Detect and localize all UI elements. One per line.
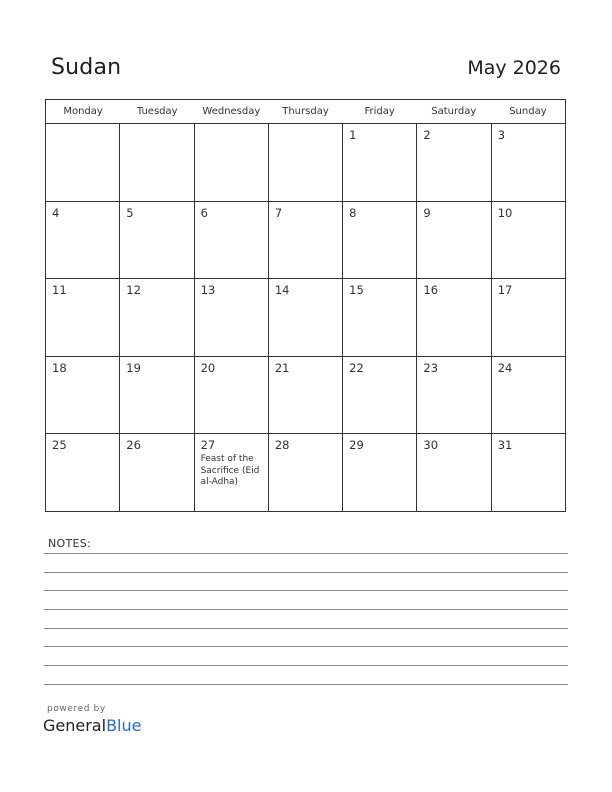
day-cell [417, 124, 491, 201]
day-number: 16 [423, 283, 439, 298]
day-cell [343, 124, 417, 201]
day-number: 31 [497, 438, 513, 453]
weekday-thursday: Thursday [282, 106, 329, 117]
day-cell [269, 279, 343, 356]
calendar-grid [45, 99, 566, 512]
weekday-sunday: Sunday [491, 100, 566, 123]
day-cell [195, 357, 269, 434]
day-number: 20 [200, 360, 216, 375]
day-number: 2 [423, 128, 431, 142]
day-number: 12 [126, 283, 141, 298]
day-number: 5 [126, 205, 134, 220]
day-number: 26 [126, 438, 141, 453]
day-cell [195, 124, 269, 201]
day-cell [417, 202, 491, 279]
note-line [44, 665, 568, 666]
day-number: 29 [349, 438, 364, 453]
day-cell [417, 434, 491, 511]
day-cell [492, 279, 566, 356]
day-cell [195, 279, 269, 356]
holiday-label: Feast of the Sacrifice (Eid al-Adha) [200, 454, 260, 488]
day-cell [343, 279, 417, 356]
day-cell [46, 124, 120, 201]
day-number: 24 [497, 360, 513, 375]
weeks-container [46, 124, 566, 512]
weekday-tuesday: Tuesday [136, 106, 178, 117]
week-row [46, 357, 566, 435]
day-cell [492, 357, 566, 434]
brand-blue: Blue [106, 716, 142, 735]
day-cell [343, 202, 417, 279]
note-line [44, 609, 568, 610]
week-row [46, 202, 566, 280]
day-number: 7 [274, 205, 283, 220]
day-cell [269, 434, 343, 511]
day-cell [269, 202, 343, 279]
day-number: 11 [52, 283, 67, 298]
day-cell [46, 202, 120, 279]
day-number: 6 [200, 205, 208, 220]
weekday-wednesday: Wednesday [202, 106, 261, 117]
day-cell [343, 357, 417, 434]
note-line [44, 628, 568, 629]
day-number: 25 [52, 438, 67, 453]
weekday-friday: Friday [364, 106, 395, 117]
weekday-saturday: Saturday [431, 106, 477, 117]
day-cell [46, 279, 120, 356]
day-cell [46, 434, 120, 511]
day-cell [120, 279, 194, 356]
day-cell [120, 357, 194, 434]
day-number: 10 [497, 205, 513, 220]
day-number: 30 [423, 438, 439, 453]
weekday-monday: Monday [63, 106, 103, 117]
note-line [44, 553, 568, 554]
day-number: 4 [52, 205, 60, 220]
day-number: 21 [274, 360, 290, 375]
notes-label: NOTES: [48, 537, 92, 550]
powered-by-text: powered by [47, 704, 106, 714]
note-line [44, 572, 568, 573]
day-number: 13 [200, 283, 216, 298]
month-title: May 2026 [467, 57, 561, 79]
day-number: 9 [423, 205, 431, 220]
note-line [44, 684, 568, 685]
day-cell [46, 357, 120, 434]
day-number: 3 [497, 128, 506, 142]
day-number: 19 [126, 360, 141, 375]
day-cell [269, 124, 343, 201]
note-line [44, 590, 568, 591]
day-number: 14 [274, 283, 290, 298]
day-cell [120, 202, 194, 279]
day-number: 8 [349, 205, 357, 220]
country-title: Sudan [51, 55, 122, 80]
day-number: 22 [349, 360, 364, 375]
day-cell [417, 279, 491, 356]
day-cell [492, 202, 566, 279]
day-number: 27 [200, 438, 216, 453]
day-cell [343, 434, 417, 511]
week-row [46, 434, 566, 512]
brand-general: General [43, 716, 107, 735]
generalblue-logo [43, 716, 141, 735]
day-cell [195, 202, 269, 279]
weekday-header-row [46, 100, 566, 124]
day-number: 1 [349, 128, 357, 142]
day-cell [195, 434, 269, 511]
day-number: 18 [52, 360, 67, 375]
day-number: 28 [274, 438, 290, 453]
day-number: 23 [423, 360, 439, 375]
day-cell [120, 124, 194, 201]
week-row [46, 124, 566, 202]
day-cell [417, 357, 491, 434]
week-row [46, 279, 566, 357]
note-line [44, 646, 568, 647]
day-number: 17 [497, 283, 513, 298]
day-cell [492, 124, 566, 201]
day-cell [492, 434, 566, 511]
day-cell [269, 357, 343, 434]
day-number: 15 [349, 283, 364, 298]
day-cell [120, 434, 194, 511]
